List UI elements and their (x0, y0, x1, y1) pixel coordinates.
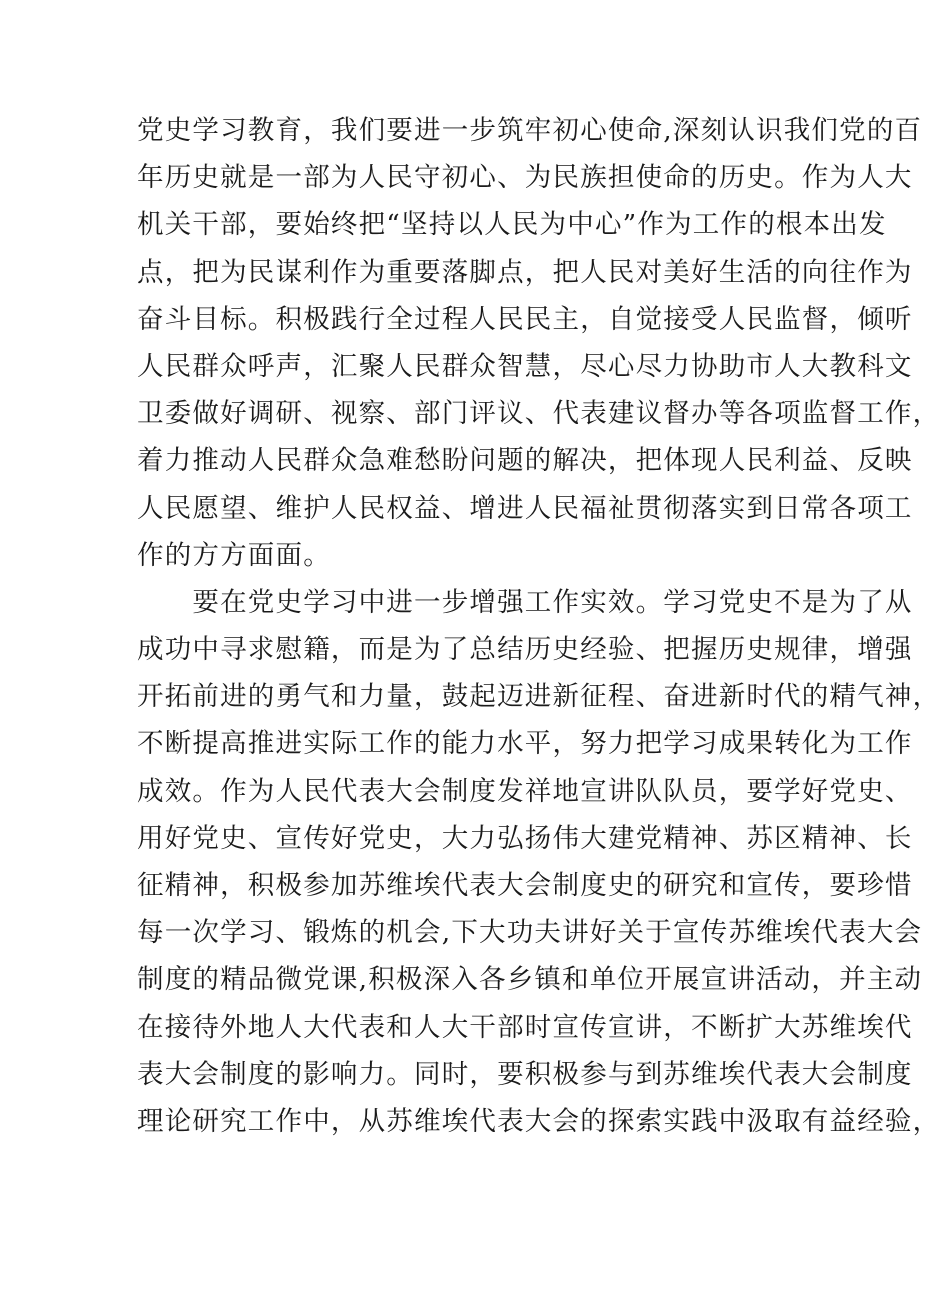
text-line: 卫委做好调研、视察、部门评议、代表建议督办等各项监督工作， (137, 398, 940, 430)
text-line: 表大会制度的影响力。同时，要积极参与到苏维埃代表大会制度 (137, 1058, 913, 1090)
text-line: 机关干部，要始终把“坚持以人民为中心”作为工作的根本出发 (137, 209, 887, 241)
text-line: 人民愿望、维护人民权益、增进人民福祉贯彻落实到日常各项工 (137, 492, 913, 524)
body-text (137, 107, 940, 1145)
text-line: 成功中寻求慰籍，而是为了总结历史经验、把握历史规律，增强 (137, 634, 913, 666)
text-line: 制度的精品微党课,积极深入各乡镇和单位开展宣讲活动，并主动 (137, 964, 923, 996)
text-line: 理论研究工作中，从苏维埃代表大会的探索实践中汲取有益经验， (137, 1105, 940, 1137)
text-line: 作的方方面面。 (137, 539, 331, 571)
text-line: 每一次学习、锻炼的机会,下大功夫讲好关于宣传苏维埃代表大会 (137, 917, 923, 949)
text-line: 在接待外地人大代表和人大干部时宣传宣讲，不断扩大苏维埃代 (137, 1011, 913, 1043)
text-line: 成效。作为人民代表大会制度发祥地宣讲队队员，要学好党史、 (137, 775, 913, 807)
text-line: 征精神，积极参加苏维埃代表大会制度史的研究和宣传，要珍惜 (137, 870, 913, 901)
text-line: 要在党史学习中进一步增强工作实效。学习党史不是为了从 (137, 586, 913, 618)
text-line: 党史学习教育，我们要进一步筑牢初心使命,深刻认识我们党的百 (137, 115, 923, 146)
text-line: 着力推动人民群众急难愁盼问题的解决，把体现人民利益、反映 (137, 445, 913, 477)
text-line: 开拓前进的勇气和力量，鼓起迈进新征程、奋进新时代的精气神， (137, 681, 940, 713)
text-line: 年历史就是一部为人民守初心、为民族担使命的历史。作为人大 (137, 162, 913, 194)
text-line: 点，把为民谋利作为重要落脚点，把人民对美好生活的向往作为 (137, 256, 913, 288)
text-line: 人民群众呼声，汇聚人民群众智慧，尽心尽力协助市人大教科文 (137, 350, 913, 382)
text-line: 不断提高推进实际工作的能力水平，努力把学习成果转化为工作 (137, 728, 913, 760)
text-line: 奋斗目标。积极践行全过程人民民主，自觉接受人民监督，倾听 (137, 303, 913, 335)
text-line: 用好党史、宣传好党史，大力弘扬伟大建党精神、苏区精神、长 (137, 822, 913, 854)
